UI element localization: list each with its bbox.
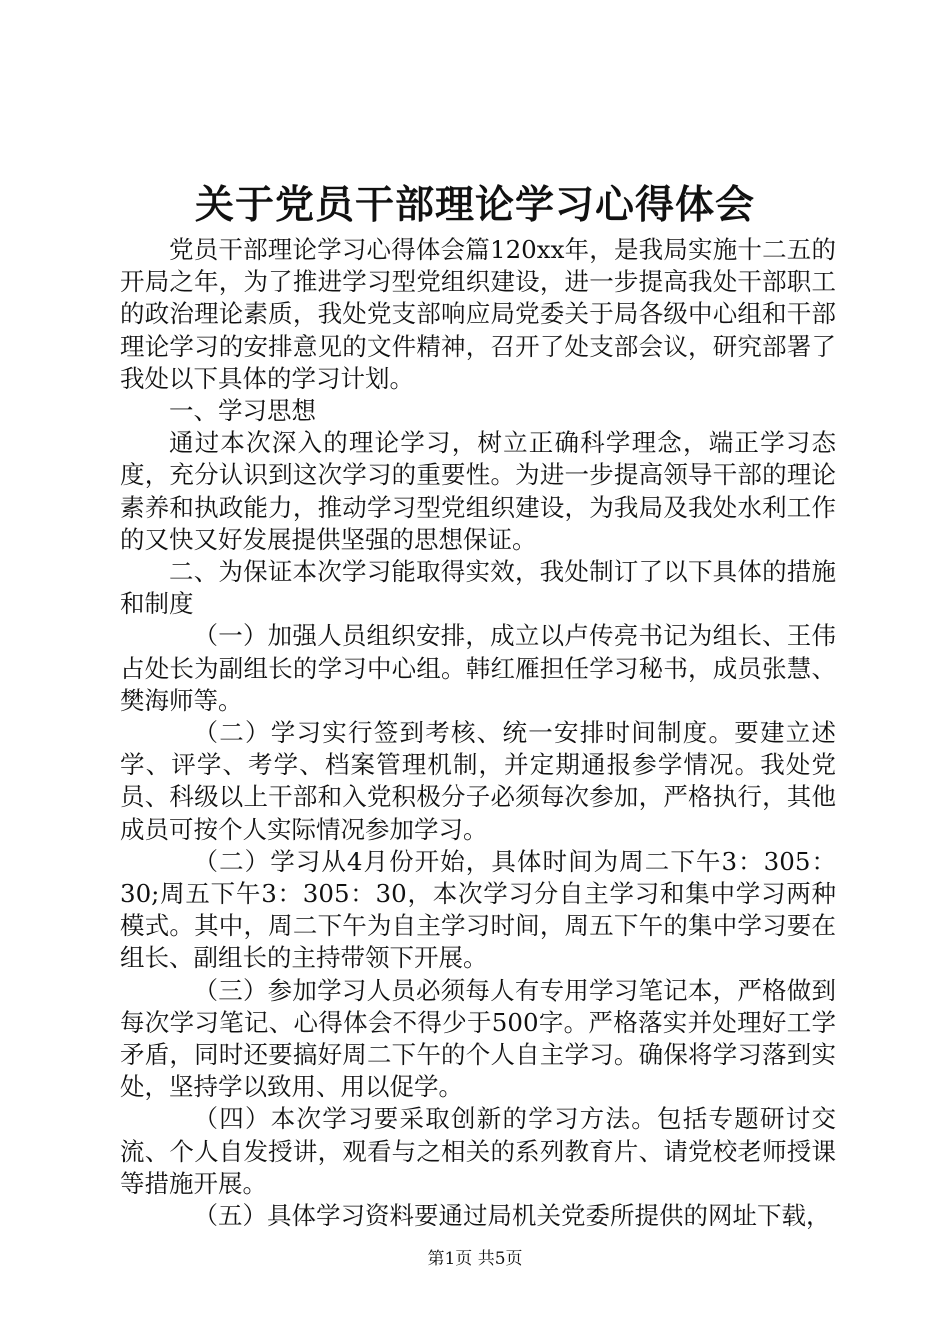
paragraph-learning-thoughts: 通过本次深入的理论学习，树立正确科学理念，端正学习态度，充分认识到这次学习的重要性。为进一步提高领导干部的理论素养和执政能力，推动学习型党组织建设，为我局及我处水利工作的又快又好发展提供坚强的思想保证。 xyxy=(120,428,836,554)
measure-item-2: （二）学习实行签到考核、统一安排时间制度。要建立述学、评学、考学、档案管理机制，并定期通报参学情况。我处党员、科级以上干部和入党积极分子必须每次参加，严格执行，其他成员可按个人实际情况参加学习。 xyxy=(120,718,836,844)
measure-item-2b: （二）学习从4月份开始，具体时间为周二下午3：305：30;周五下午3：305：30，本次学习分自主学习和集中学习两种模式。其中，周二下午为自主学习时间，周五下午的集中学习要在组长、副组长的主持带领下开展。 xyxy=(120,846,836,973)
paragraph-intro: 党员干部理论学习心得体会篇120xx年，是我局实施十二五的开局之年，为了推进学习型党组织建设，进一步提高我处干部职工的政治理论素质，我处党支部响应局党委关于局各级中心组和干部理论学习的安排意见的文件精神，召开了处支部会议，研究部署了我处以下具体的学习计划。 xyxy=(120,235,836,393)
document-title: 关于党员干部理论学习心得体会 xyxy=(194,182,755,228)
document-body xyxy=(120,234,836,1232)
measure-item-3: （三）参加学习人员必须每人有专用学习笔记本，严格做到每次学习笔记、心得体会不得少于500字。严格落实并处理好工学矛盾，同时还要搞好周二下午的个人自主学习。确保将学习落到实处，坚持学以致用、用以促学。 xyxy=(120,975,836,1102)
section-heading-2: 二、为保证本次学习能取得实效，我处制订了以下具体的措施和制度 xyxy=(120,557,836,619)
measure-item-1: （一）加强人员组织安排，成立以卢传亮书记为组长、王伟占处长为副组长的学习中心组。韩红雁担任学习秘书，成员张慧、樊海师等。 xyxy=(120,621,836,715)
measure-item-4: （四）本次学习要采取创新的学习方法。包括专题研讨交流、个人自发授讲，观看与之相关的系列教育片、请党校老师授课等措施开展。 xyxy=(120,1104,836,1198)
measure-item-5: （五）具体学习资料要通过局机关党委所提供的网址下载， xyxy=(193,1201,831,1231)
page-number: 第1页 共5页 xyxy=(427,1249,523,1269)
section-heading-1: 一、学习思想 xyxy=(169,396,316,426)
